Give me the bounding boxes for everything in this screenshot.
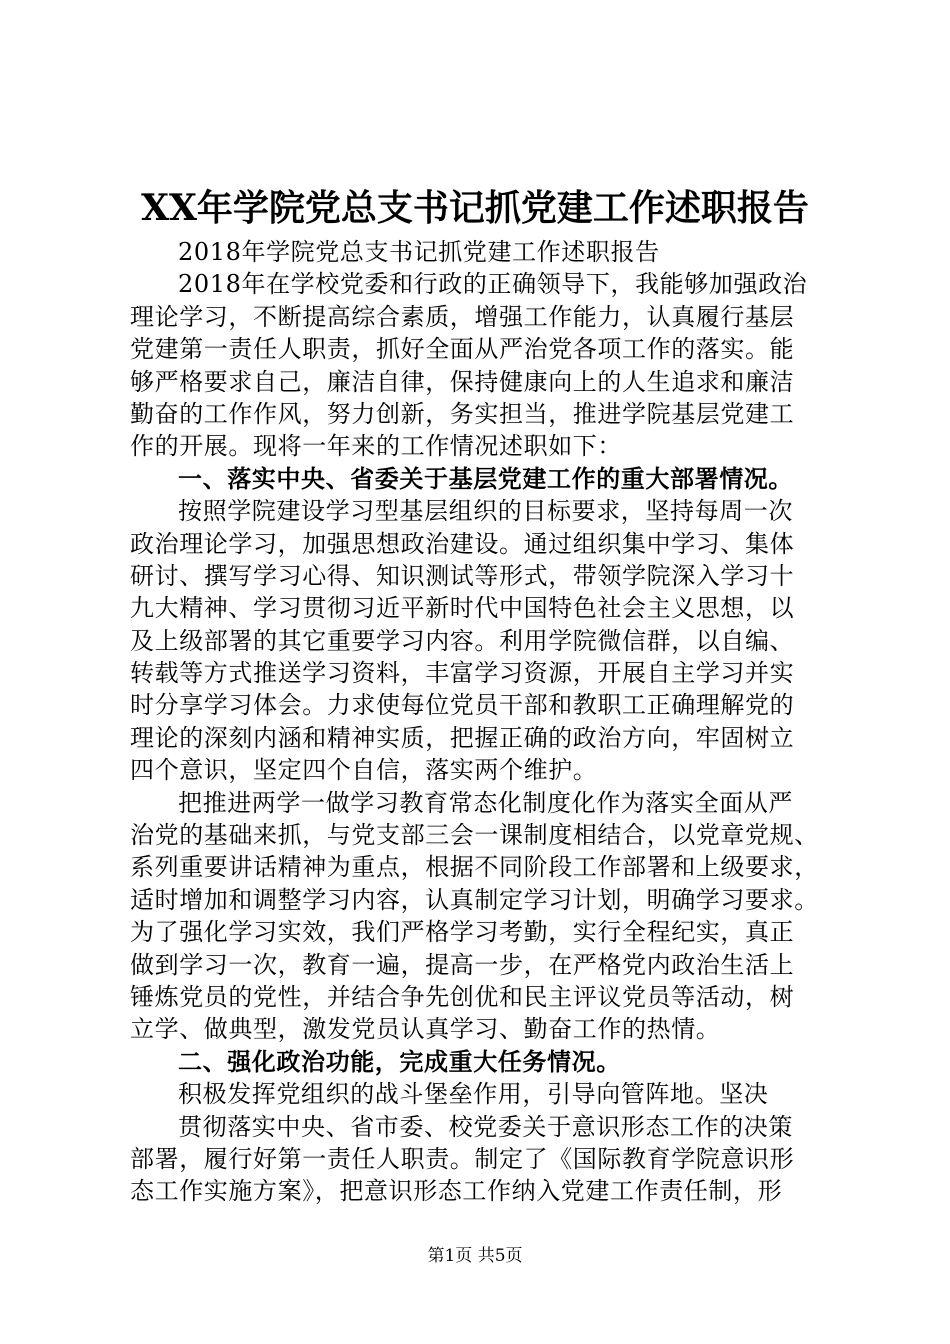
body-line: 部署，履行好第一责任人职责。制定了《国际教育学院意识形 <box>130 1144 795 1173</box>
body-line: 适时增加和调整学习内容，认真制定学习计划，明确学习要求。 <box>130 885 819 914</box>
body-line: 转载等方式推送学习资料，丰富学习资源，开展自主学习并实 <box>130 659 795 688</box>
document-body <box>130 236 830 1208</box>
body-line: 系列重要讲话精神为重点，根据不同阶段工作部署和上级要求， <box>130 853 819 882</box>
body-line: 研讨、撰写学习心得、知识测试等形式，带领学院深入学习十 <box>130 561 795 590</box>
body-line: 治党的基础来抓，与党支部三会一课制度相结合，以党章党规、 <box>130 821 819 850</box>
body-line: 及上级部署的其它重要学习内容。利用学院微信群，以自编、 <box>130 626 795 655</box>
body-line: 把推进两学一做学习教育常态化制度化作为落实全面从严 <box>178 788 793 817</box>
body-line: 四个意识，坚定四个自信，落实两个维护。 <box>130 756 598 785</box>
body-line: 做到学习一次，教育一遍，提高一步，在严格党内政治生活上 <box>130 950 795 979</box>
body-line: 贯彻落实中央、省市委、校党委关于意识形态工作的决策 <box>178 1112 793 1141</box>
body-line: 作的开展。现将一年来的工作情况述职如下： <box>130 432 622 461</box>
section-heading: 二、强化政治功能，完成重大任务情况。 <box>178 1046 621 1076</box>
body-line: 2018年在学校党委和行政的正确领导下，我能够加强政治 <box>178 270 808 299</box>
body-line: 为了强化学习实效，我们严格学习考勤，实行全程纪实，真正 <box>130 918 795 947</box>
section-heading: 一、落实中央、省委关于基层党建工作的重大部署情况。 <box>178 463 793 493</box>
body-line: 党建第一责任人职责，抓好全面从严治党各项工作的落实。能 <box>130 335 795 364</box>
body-line: 九大精神、学习贯彻习近平新时代中国特色社会主义思想，以 <box>130 594 795 623</box>
body-line: 积极发挥党组织的战斗堡垒作用，引导向管阵地。坚决 <box>178 1080 769 1109</box>
body-line: 态工作实施方案》，把意识形态工作纳入党建工作责任制，形 <box>130 1177 783 1206</box>
body-line: 2018年学院党总支书记抓党建工作述职报告 <box>178 238 660 266</box>
body-line: 理论的深刻内涵和精神实质，把握正确的政治方向，牢固树立 <box>130 723 795 752</box>
document-title: XX年学院党总支书记抓党建工作述职报告 <box>141 187 809 229</box>
page-footer: 第1页 共5页 <box>427 1246 523 1266</box>
body-line: 立学、做典型，激发党员认真学习、勤奋工作的热情。 <box>130 1015 721 1044</box>
body-line: 理论学习，不断提高综合素质，增强工作能力，认真履行基层 <box>130 302 795 331</box>
body-line: 政治理论学习，加强思想政治建设。通过组织集中学习、集体 <box>130 529 795 558</box>
body-line: 勤奋的工作作风，努力创新，务实担当，推进学院基层党建工 <box>130 399 795 428</box>
body-line: 够严格要求自己，廉洁自律，保持健康向上的人生追求和廉洁 <box>130 367 795 396</box>
body-line: 锤炼党员的党性，并结合争先创优和民主评议党员等活动，树 <box>130 982 795 1011</box>
body-line: 按照学院建设学习型基层组织的目标要求，坚持每周一次 <box>178 497 793 526</box>
body-line: 时分享学习体会。力求使每位党员干部和教职工正确理解党的 <box>130 691 795 720</box>
